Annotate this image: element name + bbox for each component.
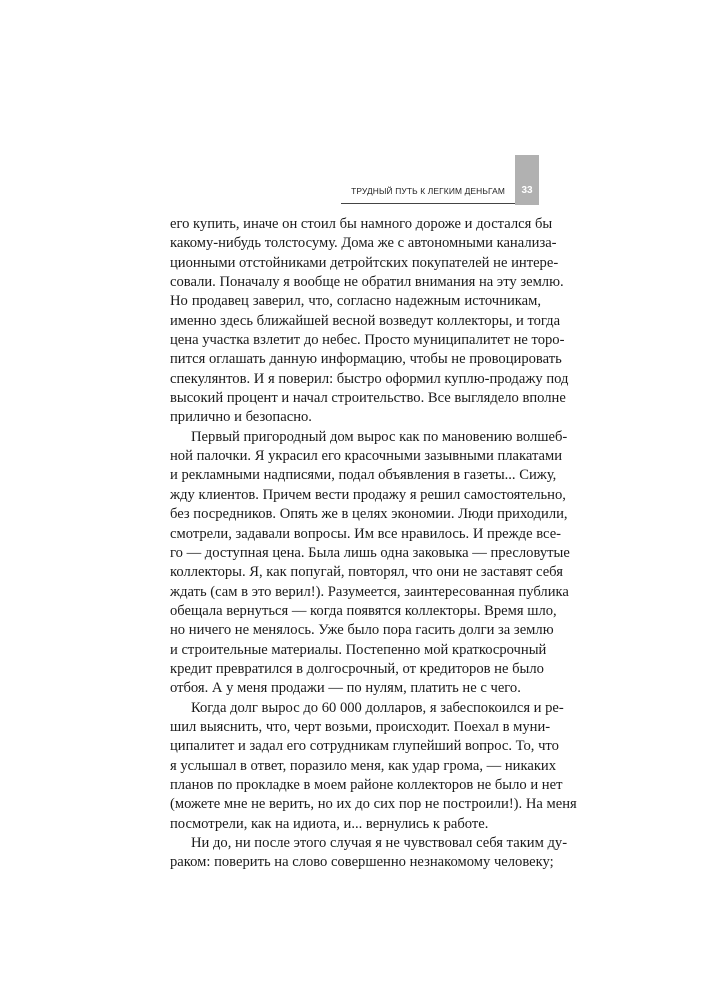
text-line: пится оглашать данную информацию, чтобы не провоцировать <box>170 351 562 368</box>
text-line: ждать (сам в это верил!). Разумеется, заинтересованная публика <box>170 583 569 600</box>
text-line: его купить, иначе он стоил бы намного дороже и достался бы <box>170 216 553 232</box>
text-line: обещала вернуться — когда появятся коллекторы. Время шло, <box>170 602 557 619</box>
text-line: цена участка взлетит до небес. Просто муниципалитет не торо- <box>170 332 565 349</box>
text-line: смотрели, задавали вопросы. Им все нравилось. И прежде все- <box>170 525 562 542</box>
text-line: кредит превратился в долгосрочный, от кредиторов не было <box>170 660 544 677</box>
text-line: и рекламными надписями, подал объявления в газеты... Сижу, <box>170 467 557 484</box>
text-line: Первый пригородный дом вырос как по мановению волшеб- <box>191 428 568 445</box>
text-line: высокий процент и начал строительство. Все выглядело вполне <box>170 390 566 407</box>
text-line: шил выяснить, что, черт возьми, происходит. Поехал в муни- <box>170 718 551 735</box>
text-line: коллекторы. Я, как попугай, повторял, что они не заставят себя <box>170 564 563 581</box>
header-rule <box>341 203 515 204</box>
paragraph <box>170 428 570 699</box>
text-line: но ничего не менялось. Уже было пора гасить долги за землю <box>170 622 554 639</box>
paragraph <box>170 834 568 873</box>
text-line: ционными отстойниками детройтских покупателей не интере- <box>170 254 559 271</box>
text-line: совали. Поначалу я вообще не обратил внимания на эту землю. <box>170 274 564 291</box>
text-line: именно здесь ближайшей весной возведут коллекторы, и тогда <box>170 312 561 329</box>
page-number: 33 <box>521 185 533 196</box>
paragraph <box>170 699 577 834</box>
paragraph <box>170 215 569 428</box>
text-line: Когда долг вырос до 60 000 долларов, я забеспокоился и ре- <box>191 699 564 716</box>
text-line: ципалитет и задал его сотрудникам глупейший вопрос. То, что <box>170 738 559 755</box>
text-line: какому-нибудь толстосуму. Дома же с автономными канализа- <box>170 235 557 252</box>
text-line: я услышал в ответ, поразило меня, как удар грома, — никаких <box>170 757 557 774</box>
text-line: без посредников. Опять же в целях экономии. Люди приходили, <box>170 506 568 523</box>
text-line: прилично и безопасно. <box>170 409 312 426</box>
text-line: (можете мне не верить, но их до сих пор не построили!). На меня <box>170 796 577 813</box>
body-text <box>170 215 577 873</box>
running-title: ТРУДНЫЙ ПУТЬ К ЛЕГКИМ ДЕНЬГАМ <box>351 186 505 196</box>
text-line: ной палочки. Я украсил его красочными зазывными плакатами <box>170 448 563 465</box>
text-line: посмотрели, как на идиота, и... вернулись к работе. <box>170 815 489 832</box>
text-line: отбоя. А у меня продажи — по нулям, платить не с чего. <box>170 680 521 697</box>
text-line: Ни до, ни после этого случая я не чувствовал себя таким ду- <box>191 835 568 851</box>
text-line: планов по прокладке в моем районе коллекторов не было и нет <box>170 776 563 793</box>
text-line: го — доступная цена. Была лишь одна заковыка — пресловутые <box>170 544 570 561</box>
page-number-tab <box>515 155 539 205</box>
text-line: спекулянтов. И я поверил: быстро оформил куплю-продажу под <box>170 370 569 387</box>
text-line: Но продавец заверил, что, согласно надежным источникам, <box>170 293 541 310</box>
text-line: жду клиентов. Причем вести продажу я решил самостоятельно, <box>170 486 566 503</box>
text-line: и строительные материалы. Постепенно мой краткосрочный <box>170 641 547 658</box>
text-line: раком: поверить на слово совершенно незнакомому человеку; <box>170 854 554 871</box>
